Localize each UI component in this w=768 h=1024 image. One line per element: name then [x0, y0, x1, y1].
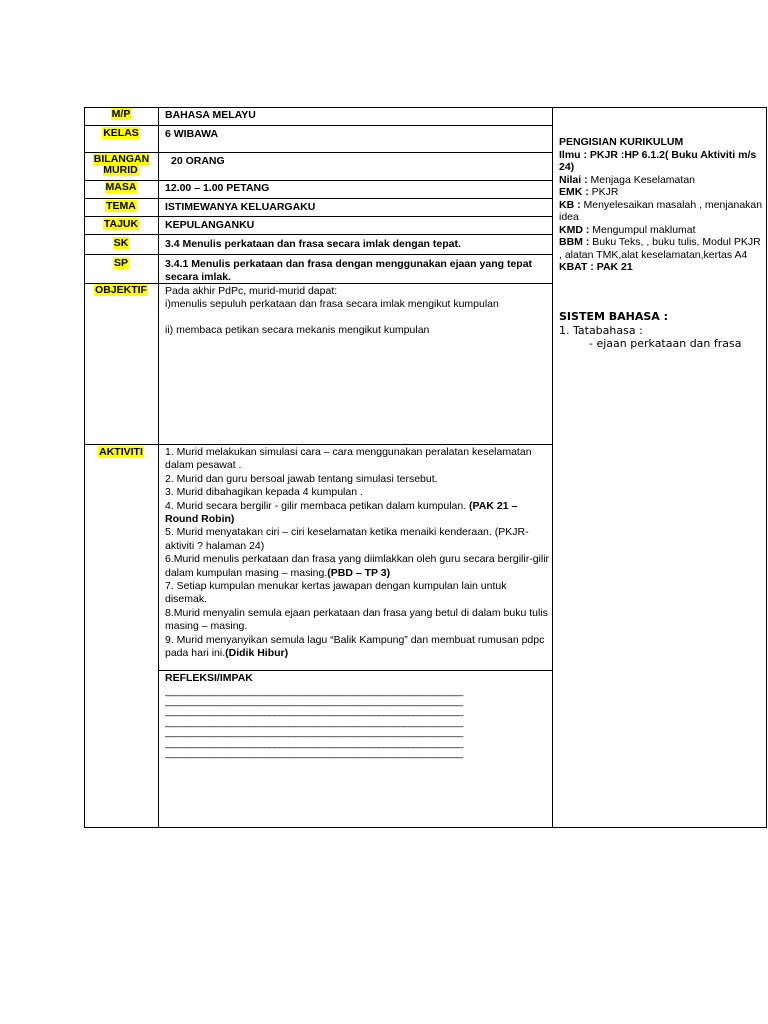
label-sk: SK: [113, 237, 129, 249]
refleksi-section: [165, 672, 550, 759]
aktiviti-item: 5. Murid menyatakan ciri – ciri keselamatan ketika menaiki kenderaan. (PKJR-aktiviti ? halaman 24): [165, 526, 529, 552]
sistem-bahasa-item: 1. Tatabahasa :: [559, 323, 643, 337]
row-divider: [84, 216, 553, 217]
kurikulum-title: PENGISIAN KURIKULUM: [559, 136, 684, 148]
refleksi-line: ____________________________________________________________: [165, 738, 463, 749]
refleksi-line: ____________________________________________________________: [165, 717, 463, 728]
aktiviti-item: 7. Setiap kumpulan menukar kertas jawapan dengan kumpulan lain untuk disemak.: [165, 580, 507, 606]
refleksi-line: ____________________________________________________________: [165, 707, 463, 718]
objektif-item-1: i)menulis sepuluh perkataan dan frasa secara imlak mengikut kumpulan: [165, 298, 499, 310]
kurikulum-kb: KB : Menyelesaikan masalah , menjanakan idea: [559, 198, 763, 223]
label-sp: SP: [113, 257, 128, 269]
value-mp: BAHASA MELAYU: [165, 109, 256, 121]
value-sp: 3.4.1 Menulis perkataan dan frasa dengan menggunakan ejaan yang tepat secara imlak.: [165, 258, 533, 283]
pengisian-kurikulum: [559, 136, 764, 274]
refleksi-title: REFLEKSI/IMPAK: [165, 672, 253, 684]
kurikulum-emk: EMK : PKJR: [559, 186, 619, 198]
kurikulum-ilmu: Ilmu : PKJR :HP 6.1.2( Buku Aktiviti m/s 24): [559, 148, 757, 173]
refleksi-line: ____________________________________________________________: [165, 686, 463, 697]
row-divider: [84, 444, 553, 445]
kurikulum-bbm: BBM : Buku Teks, , buku tulis, Modul PKJR , alatan TMK,alat keselamatan,kertas A4: [559, 236, 761, 261]
refleksi-line: ____________________________________________________________: [165, 748, 463, 759]
label-kelas: KELAS: [103, 127, 139, 139]
sistem-bahasa: [559, 310, 764, 351]
value-sk: 3.4 Menulis perkataan dan frasa secara imlak dengan tepat.: [165, 238, 461, 250]
aktiviti-item: 1. Murid melakukan simulasi cara – cara menggunakan peralatan keselamatan dalam pesawat .: [165, 446, 532, 472]
row-divider: [84, 125, 553, 126]
table-border-top: [84, 107, 767, 108]
row-divider: [84, 180, 553, 181]
row-divider: [84, 283, 553, 284]
aktiviti-list: [165, 446, 550, 661]
label-aktiviti: AKTIVITI: [99, 446, 143, 458]
kurikulum-kmd: KMD : Mengumpul maklumat: [559, 223, 696, 236]
aktiviti-item: 2. Murid dan guru bersoal jawab tentang simulasi tersebut.: [165, 472, 438, 485]
refleksi-line: ____________________________________________________________: [165, 728, 463, 739]
aktiviti-item: 4. Murid secara bergilir - gilir membaca petikan dalam kumpulan. (PAK 21 – Round Robin): [165, 499, 518, 526]
label-objektif: OBJEKTIF: [95, 284, 147, 296]
kurikulum-kbat: KBAT : PAK 21: [559, 261, 633, 273]
aktiviti-item: 9. Murid menyanyikan semula lagu “Balik Kampung” dan membuat rumusan pdpc pada hari ini.(Didik Hibur): [165, 633, 545, 660]
aktiviti-item: 8.Murid menyalin semula ejaan perkataan dan frasa yang betul di dalam buku tulis masing – masing.: [165, 606, 548, 633]
label-tema: TEMA: [106, 200, 136, 212]
aktiviti-item: 6.Murid menulis perkataan dan frasa yang diimlakkan oleh guru secara bergilir-gilir dalam kumpulan masing – masing.(PBD – TP 3): [165, 553, 550, 579]
value-kelas: 6 WIBAWA: [165, 128, 219, 140]
sistem-bahasa-subitem: - ejaan perkataan dan frasa: [589, 337, 742, 350]
row-divider: [84, 152, 553, 153]
label-masa: MASA: [105, 181, 137, 193]
value-masa: 12.00 – 1.00 PETANG: [165, 182, 270, 194]
aktiviti-item: 3. Murid dibahagikan kepada 4 kumpulan .: [165, 486, 363, 499]
kurikulum-nilai: Nilai : Menjaga Keselamatan: [559, 173, 695, 186]
row-divider: [84, 234, 553, 235]
label-tajuk: TAJUK: [103, 218, 139, 230]
row-divider: [158, 670, 553, 671]
value-bilangan-murid: 20 ORANG: [171, 155, 225, 167]
label-bilangan-murid: BILANGAN MURID: [93, 153, 150, 176]
sistem-bahasa-title: SISTEM BAHASA :: [559, 310, 669, 323]
row-divider: [84, 198, 553, 199]
value-tema: ISTIMEWANYA KELUARGAKU: [165, 201, 316, 213]
objektif-item-2: ii) membaca petikan secara mekanis mengikut kumpulan: [165, 324, 430, 336]
table-border-right: [766, 107, 767, 828]
objektif-intro: Pada akhir PdPc, murid-murid dapat:: [165, 285, 338, 297]
label-mp: M/P: [111, 108, 131, 120]
value-tajuk: KEPULANGANKU: [165, 219, 255, 231]
row-divider: [84, 254, 553, 255]
table-border-bottom: [84, 827, 767, 828]
refleksi-line: ____________________________________________________________: [165, 696, 463, 707]
